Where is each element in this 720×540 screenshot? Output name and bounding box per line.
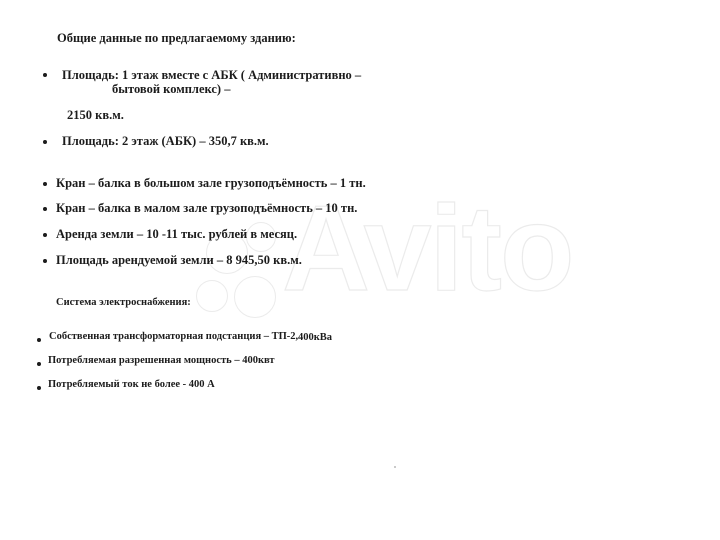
power-item-substation: Собственная трансформаторная подстанция – ТП-2,	[49, 331, 299, 342]
item-land-area: Площадь арендуемой земли – 8 945,50 кв.м.	[56, 253, 302, 267]
power-heading: Система электроснабжения:	[56, 297, 191, 308]
bullet-icon	[43, 140, 47, 144]
bullet-icon	[43, 207, 47, 211]
item-area-floor2: Площадь: 2 этаж (АБК) – 350,7 кв.м.	[62, 134, 269, 148]
item-area-floor1-line1: Площадь: 1 этаж вместе с АБК ( Административно –	[62, 68, 362, 82]
item-area-floor1-line2: бытовой комплекс) –	[112, 82, 231, 96]
power-item-substation-capacity: 400кВа	[298, 332, 333, 343]
watermark-text: Avito	[282, 180, 573, 316]
scan-speck	[394, 466, 396, 468]
bullet-icon	[37, 338, 41, 342]
power-item-allowed-power: Потребляемая разрешенная мощность – 400квт	[48, 355, 275, 366]
bullet-icon	[37, 362, 41, 366]
bullet-icon	[43, 182, 47, 186]
power-item-current: Потребляемый ток не более - 400 А	[48, 379, 215, 390]
bullet-icon	[43, 259, 47, 263]
bullet-icon	[43, 233, 47, 237]
item-crane-big-hall: Кран – балка в большом зале грузоподъёмность – 1 тн.	[56, 176, 366, 190]
item-land-rent: Аренда земли – 10 -11 тыс. рублей в месяц.	[56, 227, 298, 241]
item-area-floor1-value: 2150 кв.м.	[67, 108, 124, 122]
item-crane-small-hall: Кран – балка в малом зале грузоподъёмность – 10 тн.	[56, 201, 358, 215]
bullet-icon	[43, 73, 47, 77]
document-heading: Общие данные по предлагаемому зданию:	[57, 31, 296, 45]
bullet-icon	[37, 386, 41, 390]
